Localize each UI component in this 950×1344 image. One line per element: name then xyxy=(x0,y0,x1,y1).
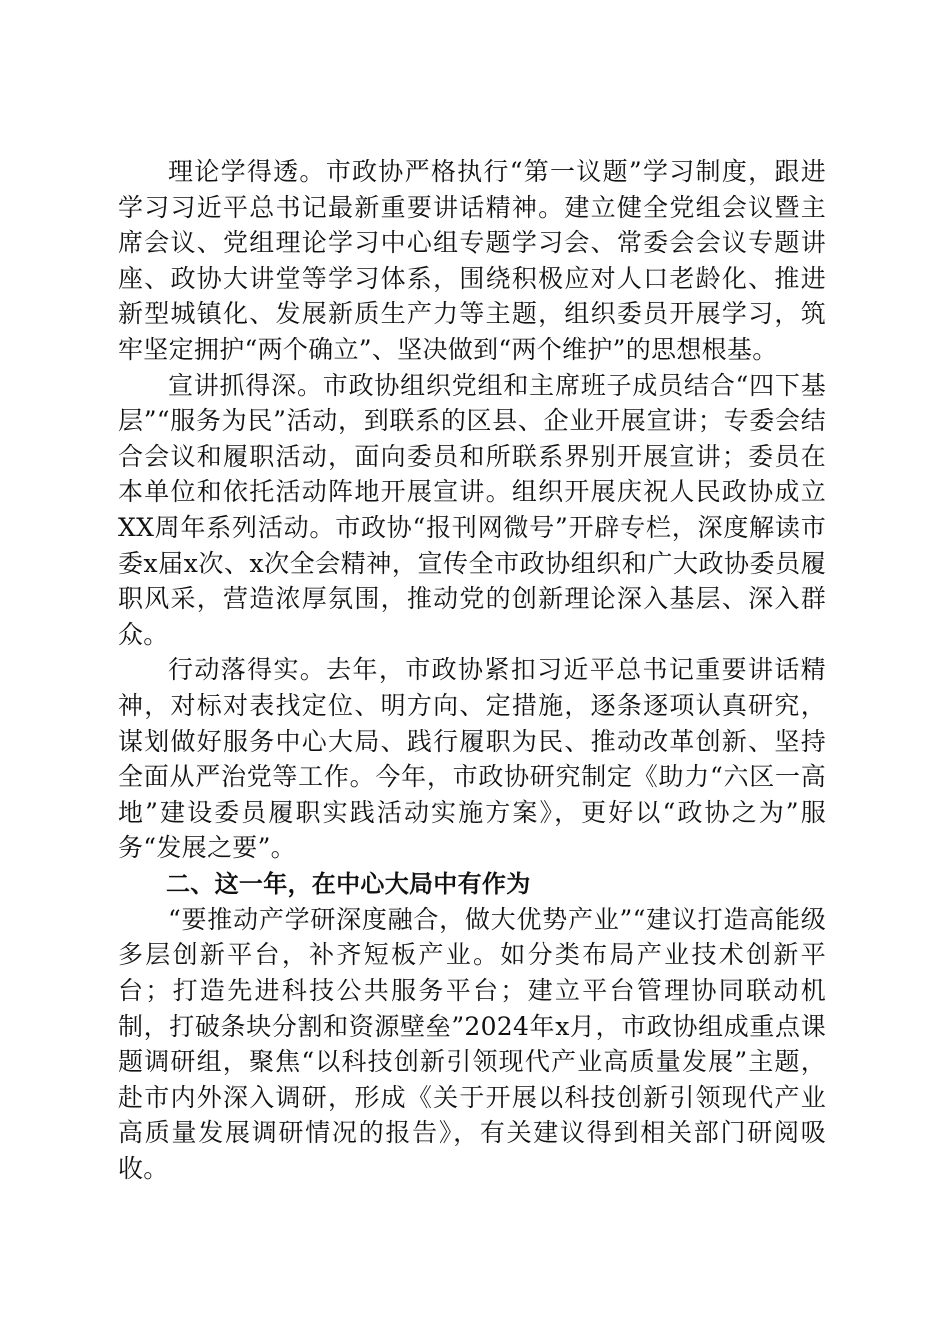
section-heading: 二、这一年，在中心大局中有作为 xyxy=(166,869,531,898)
paragraph-theory-study: 理论学得透。市政协严格执行“第一议题”学习制度，跟进学习习近平总书记最新重要讲话精神。建立健全党组会议暨主席会议、党组理论学习中心组专题学习会、常委会会议专题讲座、政协大讲堂等学习体系，围绕积极应对人口老龄化、推进新型城镇化、发展新质生产力等主题，组织委员开展学习，筑牢坚定拥护“两个确立”、坚决做到“两个维护”的思想根基。 xyxy=(118,157,826,364)
paragraph-publicity: 宣讲抓得深。市政协组织党组和主席班子成员结合“四下基层”“服务为民”活动，到联系的区县、企业开展宣讲；专委会结合会议和履职活动，面向委员和所联系界别开展宣讲；委员在本单位和依托活动阵地开展宣讲。组织开展庆祝人民政协成立XX周年系列活动。市政协“报刊网微号”开辟专栏，深度解读市委x届x次、x次全会精神，宣传全市政协组织和广大政协委员履职风采，营造浓厚氛围，推动党的创新理论深入基层、深入群众。 xyxy=(118,370,826,649)
paragraph-research: “要推动产学研深度融合，做大优势产业”“建议打造高能级多层创新平台，补齐短板产业。如分类布局产业技术创新平台；打造先进科技公共服务平台；建立平台管理协同联动机制，打破条块分割和资源壁垒”2024年x月，市政协组成重点课题调研组，聚焦“以科技创新引领现代产业高质量发展”主题，赴市内外深入调研，形成《关于开展以科技创新引领现代产业高质量发展调研情况的报告》，有关建议得到相关部门研阅吸收。 xyxy=(118,904,826,1184)
document-body xyxy=(118,154,826,1187)
paragraph-action: 行动落得实。去年，市政协紧扣习近平总书记重要讲话精神，对标对表找定位、明方向、定措施，逐条逐项认真研究，谋划做好服务中心大局、践行履职为民、推动改革创新、坚持全面从严治党等工作。今年，市政协研究制定《助力“六区一高地”建设委员履职实践活动实施方案》，更好以“政协之为”服务“发展之要”。 xyxy=(118,655,826,863)
